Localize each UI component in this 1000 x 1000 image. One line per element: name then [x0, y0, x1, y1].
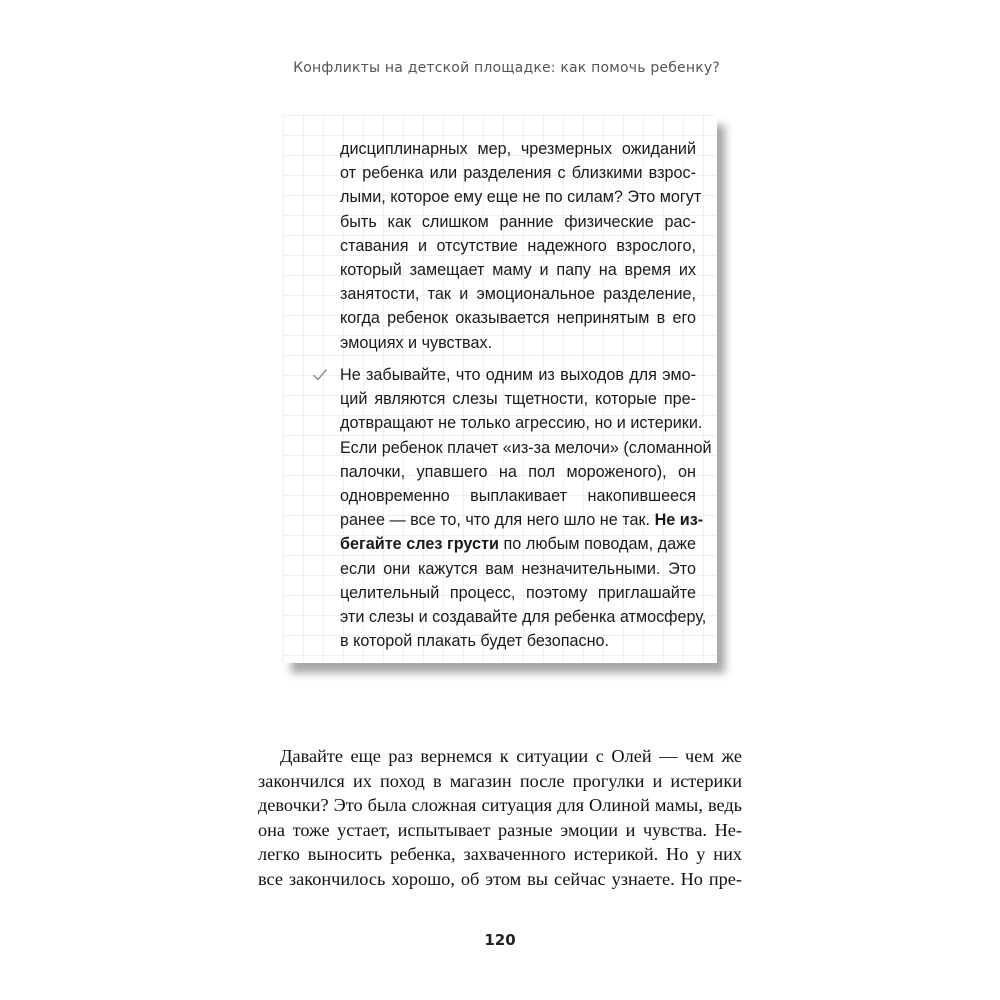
text-line: быть как слишком ранние физические рас-	[340, 212, 696, 231]
text-line: дотвращают не только агрессию, но и истерики.	[340, 414, 703, 433]
bold-text-segment: Не из-	[654, 511, 704, 530]
text-line: эти слезы и создавайте для ребенка атмосферу,	[340, 608, 707, 627]
text-line: Не забывайте, что одним из выходов для эмо-	[340, 366, 696, 384]
box-paragraph-2	[340, 363, 712, 653]
text-line: ций являются слезы тщетности, которые пре-	[340, 390, 696, 409]
text-line: от ребенка или разделения с близкими взрос-	[340, 164, 696, 183]
text-line: эмоциях и чувствах.	[340, 333, 493, 352]
text-line: все закончилось хорошо, об этом вы сейчас узнаете. Но пре-	[258, 868, 742, 889]
text-line	[340, 508, 704, 532]
text-line: девочки? Это была сложная ситуация для Олиной мамы, ведь	[258, 795, 742, 815]
text-line: лыми, которое ему еще не по силам? Это могут	[340, 188, 702, 207]
text-line: одновременно выплакивает накопившееся	[340, 487, 696, 506]
running-head: Конфликты на детской площадке: как помочь ребенку?	[293, 60, 720, 76]
text-line: если они кажутся вам незначительными. Это	[340, 559, 696, 578]
text-line: дисциплинарных мер, чрезмерных ожиданий	[340, 140, 696, 158]
text-line: когда ребенок оказывается непринятым в его	[340, 309, 696, 328]
text-line	[340, 532, 696, 556]
text-line: ставания и отсутствие надежного взрослого,	[340, 236, 696, 255]
bold-text-segment: бегайте слез грусти	[340, 535, 499, 554]
text-line: закончился их поход в магазин после прогулки и истерики	[258, 770, 742, 791]
text-line: палочки, упавшего на пол мороженого), он	[340, 462, 696, 481]
text-line: целительный процесс, поэтому приглашайте	[340, 583, 696, 602]
text-line: она тоже устает, испытывает разные эмоции и чувства. Не-	[258, 819, 742, 840]
text-segment: ранее — все то, что для него шло не так.	[340, 511, 655, 530]
text-line: Давайте еще раз вернемся к ситуации с Олей — чем же	[280, 746, 742, 766]
text-segment: по любым поводам, даже	[498, 535, 696, 554]
checkmark-icon	[312, 367, 328, 383]
page-number: 120	[484, 931, 516, 949]
body-paragraph	[258, 744, 742, 891]
text-line: легко выносить ребенка, захваченного истерикой. Но у них	[258, 844, 742, 864]
text-line: который замещает маму и папу на время их	[340, 261, 696, 280]
text-line: занятости, так и эмоциональное разделение,	[340, 285, 696, 304]
text-line: Если ребенок плачет «из-за мелочи» (сломанной	[340, 438, 712, 457]
text-line: в которой плакать будет безопасно.	[340, 632, 610, 651]
box-paragraph-1	[340, 137, 702, 355]
